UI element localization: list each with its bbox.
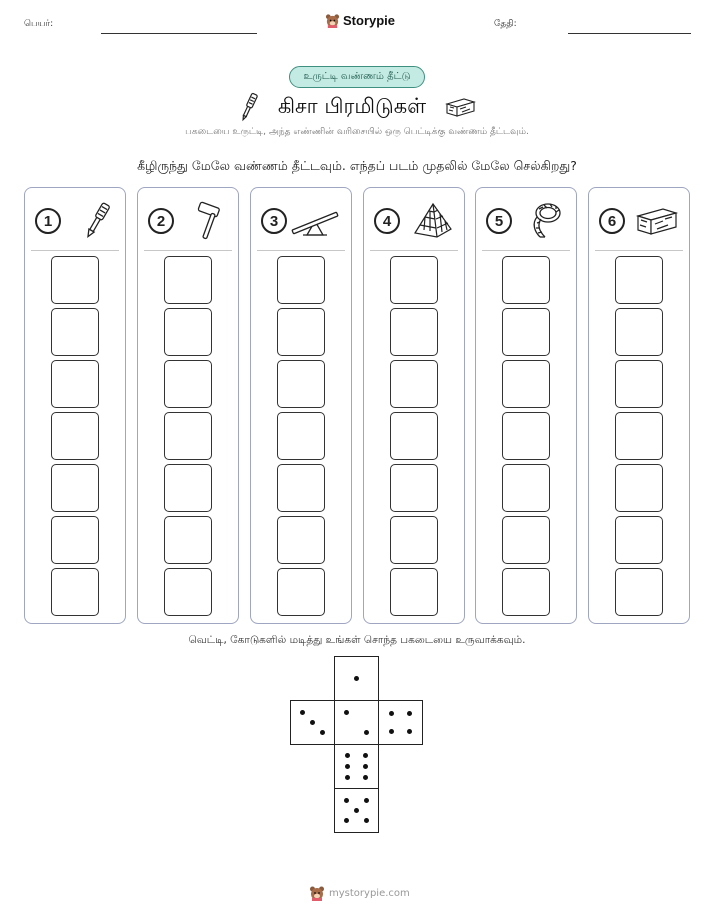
chisel-icon	[79, 201, 115, 241]
rope-icon	[526, 201, 566, 241]
color-box[interactable]	[502, 464, 550, 512]
color-box[interactable]	[390, 256, 438, 304]
column-number: 5	[486, 208, 512, 234]
column-number: 6	[599, 208, 625, 234]
die-pip	[389, 711, 394, 716]
die-face-3	[290, 700, 335, 745]
die-pip	[345, 764, 350, 769]
page-title: கிசா பிரமிடுகள்	[277, 93, 427, 118]
hammer-icon	[192, 201, 228, 241]
chisel-icon	[238, 91, 260, 123]
color-box[interactable]	[502, 412, 550, 460]
color-box[interactable]	[390, 464, 438, 512]
name-label: பெயர்:	[24, 19, 54, 29]
column-6	[588, 187, 690, 624]
stone-block-icon	[444, 95, 476, 119]
die-pip	[363, 764, 368, 769]
color-box[interactable]	[277, 516, 325, 564]
color-box[interactable]	[615, 256, 663, 304]
color-box[interactable]	[502, 360, 550, 408]
color-box[interactable]	[615, 360, 663, 408]
footer-url[interactable]: mystorypie.com	[329, 887, 410, 899]
die-pip	[344, 798, 349, 803]
color-box[interactable]	[51, 256, 99, 304]
die-pip	[344, 710, 349, 715]
color-box[interactable]	[51, 568, 99, 616]
color-box[interactable]	[51, 464, 99, 512]
color-box[interactable]	[502, 568, 550, 616]
die-pip	[389, 729, 394, 734]
color-box[interactable]	[51, 308, 99, 356]
color-box[interactable]	[390, 516, 438, 564]
color-box[interactable]	[164, 256, 212, 304]
die-face-1	[334, 656, 379, 701]
question: கீழிருந்து மேலே வண்ணம் தீட்டவும். எந்தப் படம் முதலில் மேலே செல்கிறது?	[137, 158, 577, 173]
dice-instruction: வெட்டி, கோடுகளில் மடித்து உங்கள் சொந்த பகடையை உருவாக்கவும்.	[188, 634, 526, 646]
color-box[interactable]	[51, 412, 99, 460]
column-1	[24, 187, 126, 624]
color-box[interactable]	[615, 516, 663, 564]
die-pip	[300, 710, 305, 715]
lever-icon	[289, 201, 341, 241]
title-row	[0, 90, 714, 124]
color-box[interactable]	[502, 256, 550, 304]
stone-block-icon	[635, 203, 679, 239]
die-pip	[354, 808, 359, 813]
column-4	[363, 187, 465, 624]
column-5	[475, 187, 577, 624]
storypie-logo	[325, 13, 395, 28]
footer	[309, 885, 410, 901]
color-box[interactable]	[390, 308, 438, 356]
die-pip	[310, 720, 315, 725]
column-number: 2	[148, 208, 174, 234]
pyramid-icon	[412, 201, 454, 241]
activity-badge: உருட்டி வண்ணம் தீட்டு	[289, 66, 425, 88]
color-box[interactable]	[390, 568, 438, 616]
column-number: 4	[374, 208, 400, 234]
die-pip	[354, 676, 359, 681]
color-box[interactable]	[51, 516, 99, 564]
die-pip	[344, 818, 349, 823]
die-face-4	[378, 700, 423, 745]
color-box[interactable]	[164, 464, 212, 512]
column-number: 3	[261, 208, 287, 234]
die-pip	[364, 818, 369, 823]
date-line[interactable]	[568, 33, 691, 34]
column-3	[250, 187, 352, 624]
color-box[interactable]	[502, 308, 550, 356]
brand-name: Storypie	[343, 13, 396, 28]
bear-icon	[325, 13, 340, 28]
color-box[interactable]	[615, 464, 663, 512]
color-box[interactable]	[615, 568, 663, 616]
bear-icon	[309, 885, 325, 901]
color-box[interactable]	[277, 464, 325, 512]
name-line[interactable]	[101, 33, 257, 34]
column-2	[137, 187, 239, 624]
die-pip	[345, 753, 350, 758]
die-pip	[407, 711, 412, 716]
color-box[interactable]	[615, 308, 663, 356]
die-pip	[364, 798, 369, 803]
color-box[interactable]	[277, 568, 325, 616]
die-pip	[363, 753, 368, 758]
color-box[interactable]	[390, 360, 438, 408]
color-box[interactable]	[277, 256, 325, 304]
die-face-6	[334, 744, 379, 789]
die-pip	[320, 730, 325, 735]
color-box[interactable]	[164, 412, 212, 460]
color-box[interactable]	[615, 412, 663, 460]
die-face-2	[334, 700, 379, 745]
column-number: 1	[35, 208, 61, 234]
color-box[interactable]	[164, 516, 212, 564]
die-pip	[364, 730, 369, 735]
die-pip	[345, 775, 350, 780]
color-box[interactable]	[502, 516, 550, 564]
die-pip	[407, 729, 412, 734]
color-box[interactable]	[51, 360, 99, 408]
color-box[interactable]	[277, 360, 325, 408]
die-face-5	[334, 788, 379, 833]
die-pip	[363, 775, 368, 780]
color-box[interactable]	[164, 568, 212, 616]
date-label: தேதி:	[494, 19, 517, 29]
color-box[interactable]	[164, 308, 212, 356]
color-box[interactable]	[277, 308, 325, 356]
color-box[interactable]	[164, 360, 212, 408]
color-box[interactable]	[390, 412, 438, 460]
subtitle: பகடையை உருட்டி, அந்த எண்ணின் வரிசையில் ஒரு பெட்டிக்கு வண்ணம் தீட்டவும்.	[185, 127, 529, 137]
color-box[interactable]	[277, 412, 325, 460]
